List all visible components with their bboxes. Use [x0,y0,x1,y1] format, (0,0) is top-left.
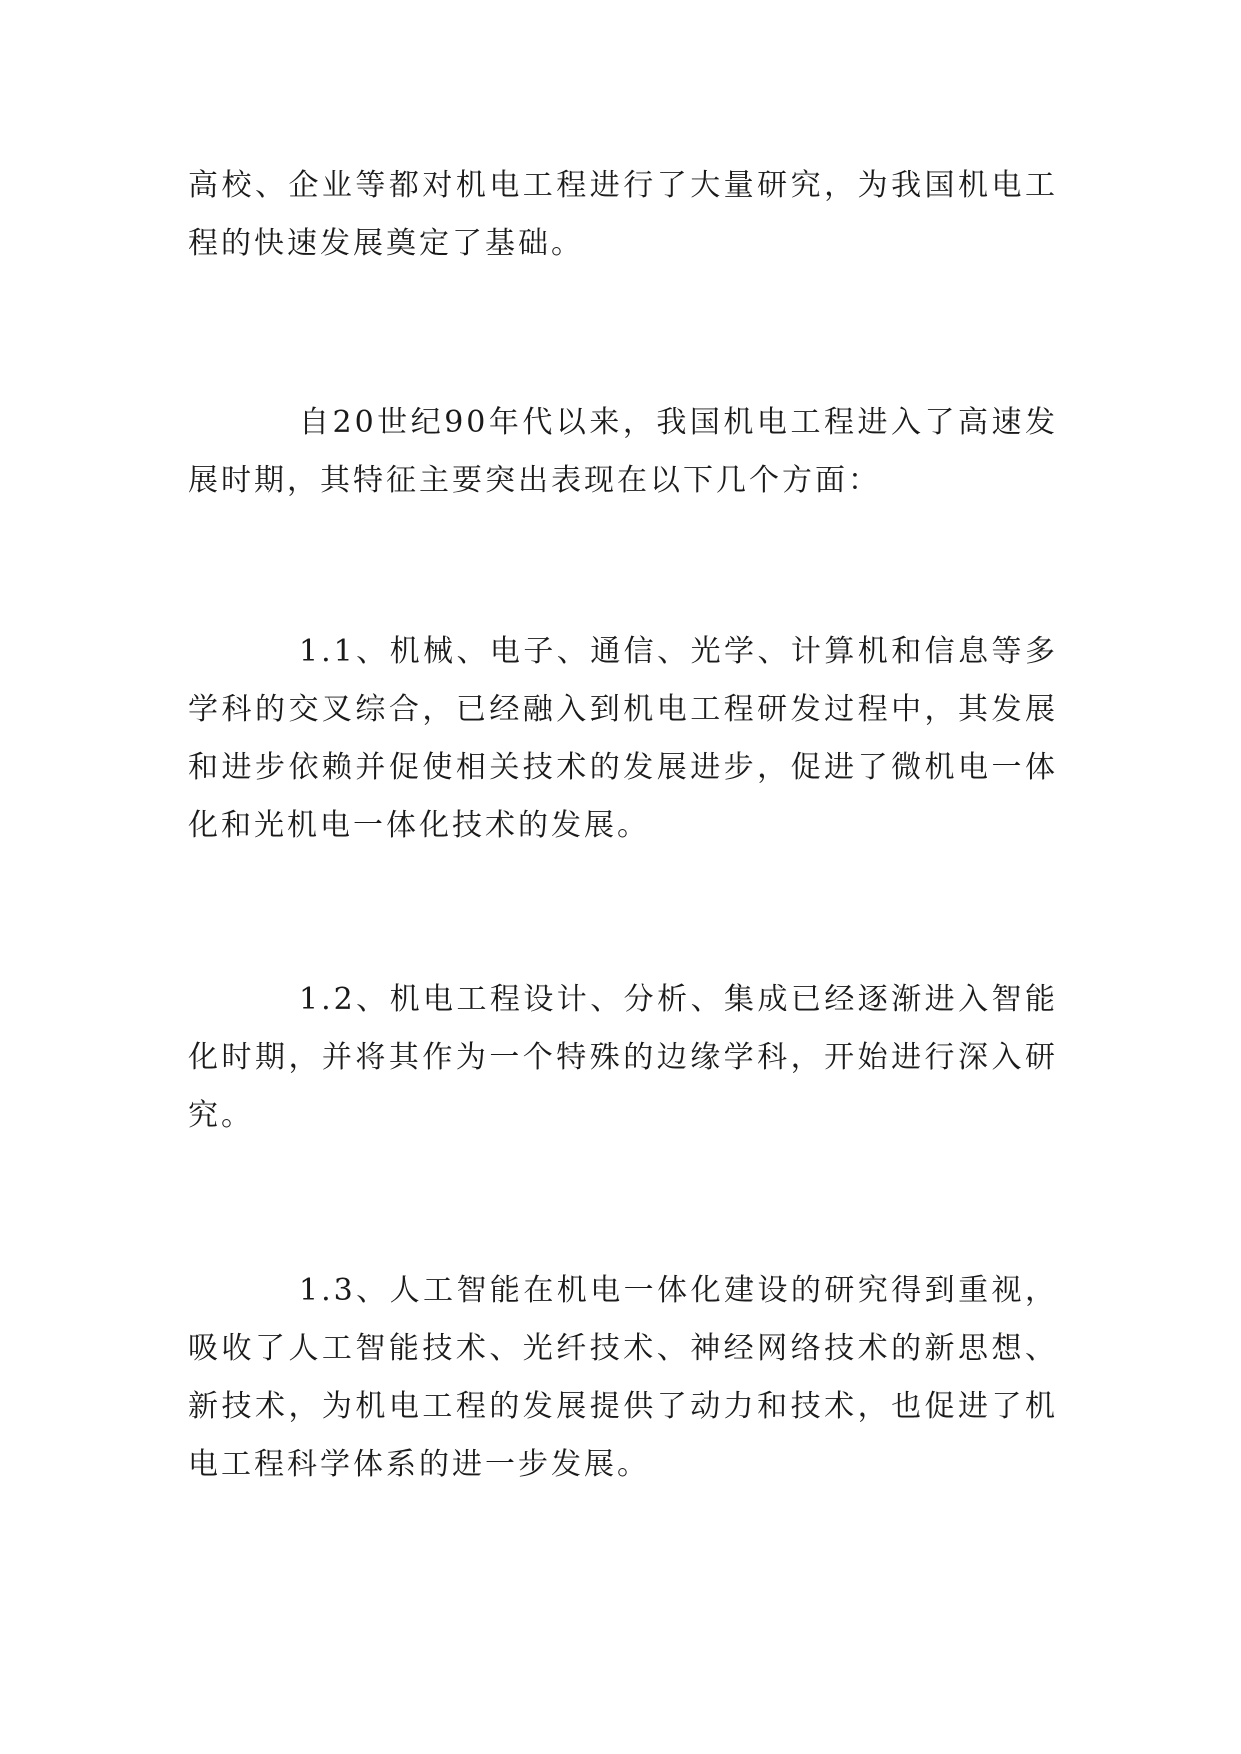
paragraph-item-1-2: 1.2、机电工程设计、分析、集成已经逐渐进入智能化时期，并将其作为一个特殊的边缘学科，开始进行深入研究。 [188,982,1058,1133]
paragraph-item-1-1: 1.1、机械、电子、通信、光学、计算机和信息等多学科的交叉综合，已经融入到机电工程研发过程中，其发展和进步依赖并促使相关技术的发展进步，促进了微机电一体化和光机电一体化技术的发展。 [188,634,1058,843]
paragraph-intro: 自20世纪90年代以来，我国机电工程进入了高速发展时期，其特征主要突出表现在以下几个方面： [188,405,1058,498]
paragraph-item-1-3: 1.3、人工智能在机电一体化建设的研究得到重视，吸收了人工智能技术、光纤技术、神经网络技术的新思想、新技术，为机电工程的发展提供了动力和技术，也促进了机电工程科学体系的进一步发展。 [188,1273,1058,1482]
paragraph-continuation: 高校、企业等都对机电工程进行了大量研究，为我国机电工程的快速发展奠定了基础。 [188,168,1058,261]
